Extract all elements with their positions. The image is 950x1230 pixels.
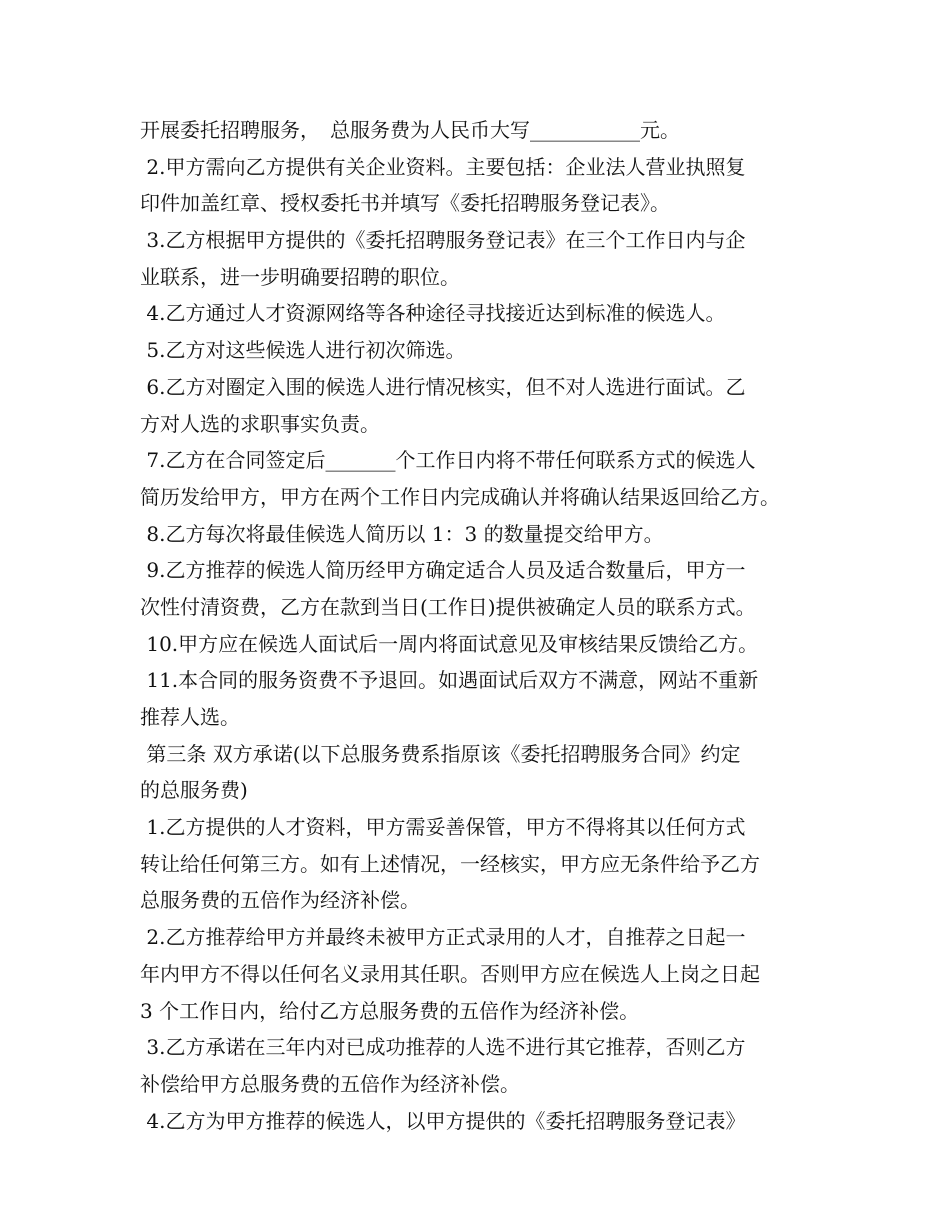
text-line: 1.乙方提供的人才资料，甲方需妥善保管，甲方不得将其以任何方式 [140, 815, 746, 840]
text-line: 8.乙方每次将最佳候选人简历以 1：3 的数量提交给甲方。 [140, 521, 664, 546]
text-line: 7.乙方在合同签定后_______个工作日内将不带任何联系方式的候选人 [140, 448, 756, 473]
text-line: 4.乙方为甲方推荐的候选人，以甲方提供的《委托招聘服务登记表》 [140, 1108, 746, 1133]
section-heading: 第三条 双方承诺(以下总服务费系指原该《委托招聘服务合同》约定 [140, 741, 741, 766]
text-line: 4.乙方通过人才资源网络等各种途径寻找接近达到标准的候选人。 [140, 301, 726, 326]
text-line: 推荐人选。 [140, 705, 240, 729]
text-line: 11.本合同的服务资费不予退回。如遇面试后双方不满意，网站不重新 [140, 668, 759, 693]
text-line: 10.甲方应在候选人面试后一周内将面试意见及审核结果反馈给乙方。 [140, 631, 759, 656]
text-line: 开展委托招聘服务， 总服务费为人民币大写___________元。 [140, 118, 680, 142]
text-line: 年内甲方不得以任何名义录用其任职。否则甲方应在候选人上岗之日起 [140, 961, 760, 986]
text-line: 3.乙方根据甲方提供的《委托招聘服务登记表》在三个工作日内与企 [140, 228, 746, 253]
text-line: 简历发给甲方，甲方在两个工作日内完成确认并将确认结果返回给乙方。 [140, 484, 780, 509]
document-body [140, 112, 830, 1139]
text-line: 方对人选的求职事实负责。 [140, 411, 380, 436]
text-line: 6.乙方对圈定入围的候选人进行情况核实，但不对人选进行面试。乙 [140, 374, 746, 399]
text-line: 9.乙方推荐的候选人简历经甲方确定适合人员及适合数量后，甲方一 [140, 558, 746, 583]
text-line: 3.乙方承诺在三年内对已成功推荐的人选不进行其它推荐，否则乙方 [140, 1035, 746, 1060]
text-line: 业联系，进一步明确要招聘的职位。 [140, 264, 460, 289]
text-line: 转让给任何第三方。如有上述情况，一经核实，甲方应无条件给予乙方 [140, 851, 760, 876]
text-line: 的总服务费) [140, 778, 248, 803]
text-line: 5.乙方对这些候选人进行初次筛选。 [140, 338, 466, 363]
text-line: 印件加盖红章、授权委托书并填写《委托招聘服务登记表》。 [140, 191, 670, 216]
text-line: 次性付清资费，乙方在款到当日(工作日)提供被确定人员的联系方式。 [140, 594, 756, 619]
text-line: 总服务费的五倍作为经济补偿。 [140, 888, 420, 913]
text-line: 3 个工作日内，给付乙方总服务费的五倍作为经济补偿。 [140, 998, 640, 1023]
text-line: 补偿给甲方总服务费的五倍作为经济补偿。 [140, 1071, 520, 1096]
text-line: 2.乙方推荐给甲方并最终未被甲方正式录用的人才，自推荐之日起一 [140, 925, 746, 950]
text-line: 2.甲方需向乙方提供有关企业资料。主要包括：企业法人营业执照复 [140, 154, 746, 179]
